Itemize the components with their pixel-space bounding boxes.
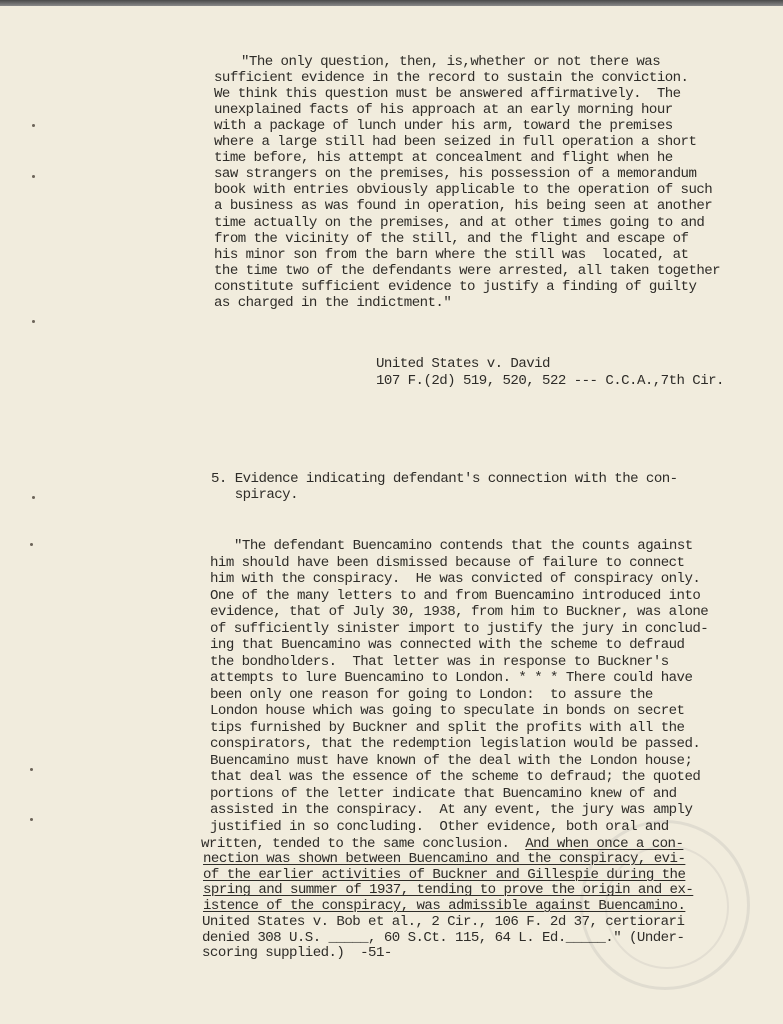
text-line: the bondholders. That letter was in response to Buckner's bbox=[210, 653, 669, 670]
text-line: assisted in the conspiracy. At any event, the jury was amply bbox=[210, 802, 693, 818]
text-line: him should have been dismissed because of failure to connect bbox=[210, 554, 685, 571]
citation-reporter: 107 F.(2d) 519, 520, 522 --- C.C.A.,7th Cir. bbox=[376, 373, 724, 389]
quote-line: written, tended to the same conclusion. And when once a con- bbox=[201, 836, 684, 852]
text-line: book with entries obviously applicable to the operation of such bbox=[214, 182, 713, 199]
text-line: United States v. Bob et al., 2 Cir., 106 F. 2d 37, certiorari bbox=[202, 914, 685, 930]
text-line: been only one reason for going to London: to assure the bbox=[210, 686, 653, 703]
text-line: scoring supplied.) -51- bbox=[202, 945, 392, 961]
margin-mark bbox=[32, 320, 35, 323]
text-line: his minor son from the barn where the still was located, at bbox=[214, 246, 689, 263]
text-line: sufficient evidence in the record to sustain the conviction. bbox=[214, 70, 689, 87]
text-line: "The only question, then, is,whether or not there was bbox=[241, 54, 661, 70]
text-line: justified in so concluding. Other evidence, both oral and bbox=[210, 818, 669, 835]
text-line: saw strangers on the premises, his possession of a memorandum bbox=[214, 166, 697, 183]
text-line: that deal was the essence of the scheme to defraud; the quoted bbox=[210, 769, 701, 785]
text-line: Buencamino must have known of the deal with the London house; bbox=[210, 752, 693, 769]
margin-mark bbox=[32, 124, 35, 127]
text-line: "The defendant Buencamino contends that the counts against bbox=[234, 538, 693, 554]
text-line: him with the conspiracy. He was convicted of conspiracy only. bbox=[210, 571, 701, 587]
text-line: from the vicinity of the still, and the flight and escape of bbox=[214, 230, 689, 247]
margin-mark bbox=[32, 175, 35, 178]
text-line: of the earlier activities of Buckner and Gillespie during the bbox=[203, 866, 686, 883]
text-line: conspirators, that the redemption legislation would be passed. bbox=[210, 736, 701, 752]
text-line: unexplained facts of his approach at an early morning hour bbox=[214, 102, 673, 119]
text-line: ing that Buencamino was connected with the scheme to defraud bbox=[210, 637, 685, 653]
margin-mark bbox=[30, 768, 33, 771]
text-line: the time two of the defendants were arrested, all taken together bbox=[214, 262, 721, 279]
text-line: One of the many letters to and from Buencamino introduced into bbox=[210, 587, 701, 604]
scan-top-edge bbox=[0, 0, 783, 6]
text-line: time actually on the premises, and at other times going to and bbox=[214, 214, 705, 231]
citation-case-name: United States v. David bbox=[376, 356, 550, 372]
text-line: denied 308 U.S. _____, 60 S.Ct. 115, 64 L. Ed._____." (Under- bbox=[202, 929, 685, 946]
text-line: tips furnished by Buckner and split the profits with all the bbox=[210, 719, 685, 736]
section-5-heading: 5. Evidence indicating defendant's connection with the con- bbox=[211, 471, 678, 487]
underscored-text: And when once a con- bbox=[525, 836, 684, 852]
text-line: nection was shown between Buencamino and the conspiracy, evi- bbox=[203, 851, 686, 867]
section-5-heading-cont: spiracy. bbox=[211, 487, 298, 503]
text-line: as charged in the indictment." bbox=[214, 294, 452, 311]
text-line: London house which was going to speculate in bonds on secret bbox=[210, 703, 685, 719]
margin-mark bbox=[30, 818, 33, 821]
text-line: where a large still had been seized in full operation a short bbox=[214, 134, 697, 151]
text-line: attempts to lure Buencamino to London. * * * There could have bbox=[210, 670, 693, 686]
text-line: spring and summer of 1937, tending to prove the origin and ex- bbox=[203, 882, 694, 899]
text-line: evidence, that of July 30, 1938, from him to Buckner, was alone bbox=[210, 604, 709, 620]
text-line: of sufficiently sinister import to justify the jury in conclud- bbox=[210, 620, 709, 637]
text-line: istence of the conspiracy, was admissible against Buencamino. bbox=[203, 898, 686, 915]
margin-mark bbox=[30, 543, 33, 546]
text-line: time before, his attempt at concealment and flight when he bbox=[214, 150, 673, 167]
text-line: with a package of lunch under his arm, toward the premises bbox=[214, 118, 673, 135]
text-line: We think this question must be answered affirmatively. The bbox=[214, 86, 681, 103]
text-line: portions of the letter indicate that Buencamino knew of and bbox=[210, 785, 677, 802]
text-line: a business as was found in operation, his being seen at another bbox=[214, 198, 713, 215]
margin-mark bbox=[32, 496, 35, 499]
text-line: constitute sufficient evidence to justify a finding of guilty bbox=[214, 278, 697, 295]
